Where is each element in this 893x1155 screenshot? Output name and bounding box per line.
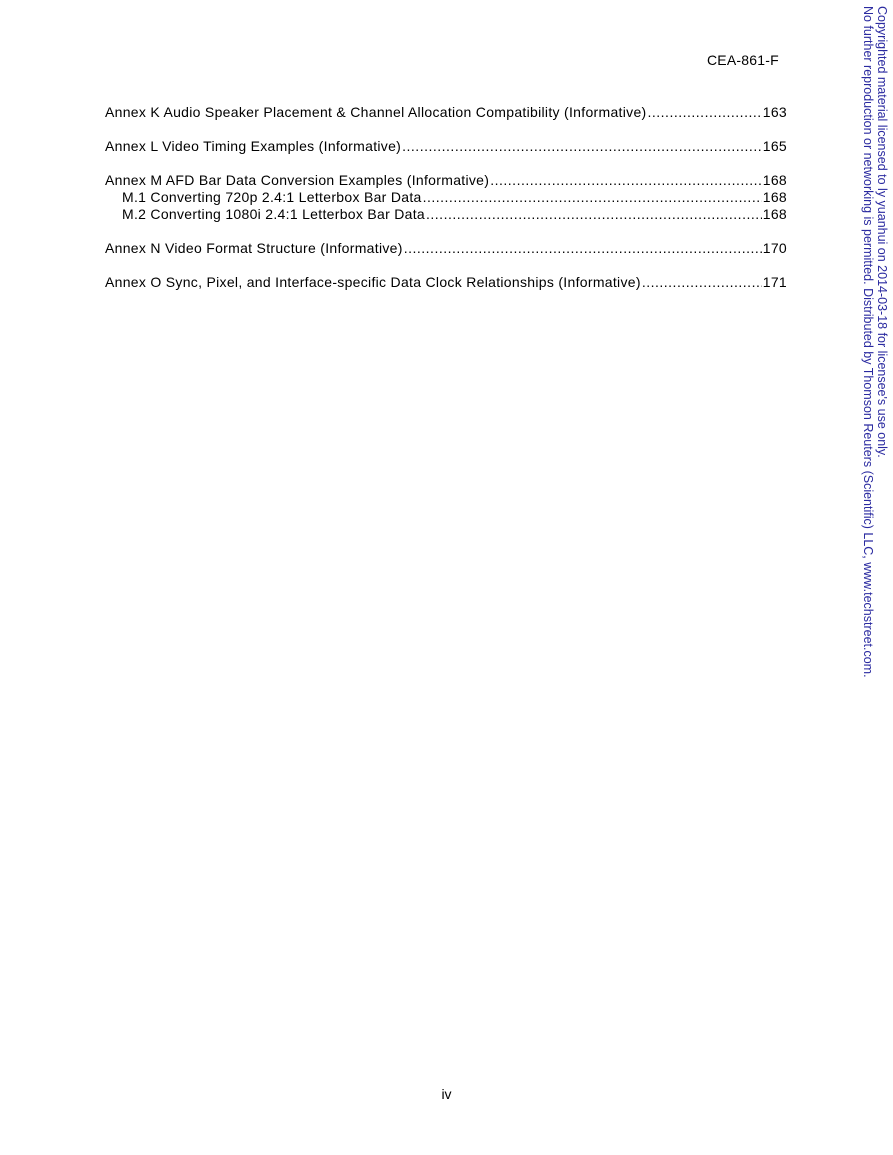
toc-group-annex-l [105, 138, 787, 155]
toc-dot-leader [648, 104, 762, 121]
toc-entry-m1[interactable] [105, 189, 787, 206]
watermark-line-1: Copyrighted material licensed to ly yuanhui on 2014-03-18 for licensee's use only. [875, 6, 889, 458]
copyright-watermark [861, 6, 889, 678]
toc-entry-title: M.2 Converting 1080i 2.4:1 Letterbox Bar Data [122, 206, 426, 222]
toc-entry-title: Annex N Video Format Structure (Informative) [105, 240, 403, 256]
toc-dot-leader [426, 206, 762, 223]
toc-entry-page: 168 [762, 172, 787, 188]
toc-entry-page: 168 [762, 189, 787, 205]
toc-entry-title: M.1 Converting 720p 2.4:1 Letterbox Bar Data [122, 189, 422, 205]
toc-entry-title: Annex K Audio Speaker Placement & Channel Allocation Compatibility (Informative) [105, 104, 647, 120]
toc-dot-leader [404, 240, 762, 257]
toc-group-annex-n [105, 240, 787, 257]
toc-entry-annex-k[interactable] [105, 104, 787, 121]
toc-dot-leader [490, 172, 762, 189]
toc-group-annex-m [105, 172, 787, 223]
toc-entry-page: 163 [762, 104, 787, 120]
toc-entry-annex-l[interactable] [105, 138, 787, 155]
toc-dot-leader [423, 189, 762, 206]
toc-dot-leader [642, 274, 762, 291]
toc-entry-title: Annex O Sync, Pixel, and Interface-specific Data Clock Relationships (Informative) [105, 274, 641, 290]
table-of-contents [105, 104, 787, 308]
toc-group-annex-k [105, 104, 787, 121]
toc-entry-annex-o[interactable] [105, 274, 787, 291]
toc-entry-annex-n[interactable] [105, 240, 787, 257]
toc-entry-annex-m[interactable] [105, 172, 787, 189]
watermark-line-2: No further reproduction or networking is permitted. Distributed by Thomson Reuters (Scientific) LLC, www.techstreet.com. [861, 6, 875, 678]
toc-entry-page: 168 [762, 206, 787, 222]
toc-entry-m2[interactable] [105, 206, 787, 223]
toc-entry-page: 171 [762, 274, 787, 290]
toc-entry-page: 170 [762, 240, 787, 256]
toc-entry-title: Annex M AFD Bar Data Conversion Examples (Informative) [105, 172, 490, 188]
toc-entry-title: Annex L Video Timing Examples (Informative) [105, 138, 402, 154]
page-number: iv [441, 1086, 452, 1102]
toc-dot-leader [402, 138, 762, 155]
document-id: CEA-861-F [707, 52, 779, 68]
toc-group-annex-o [105, 274, 787, 291]
toc-entry-page: 165 [762, 138, 787, 154]
